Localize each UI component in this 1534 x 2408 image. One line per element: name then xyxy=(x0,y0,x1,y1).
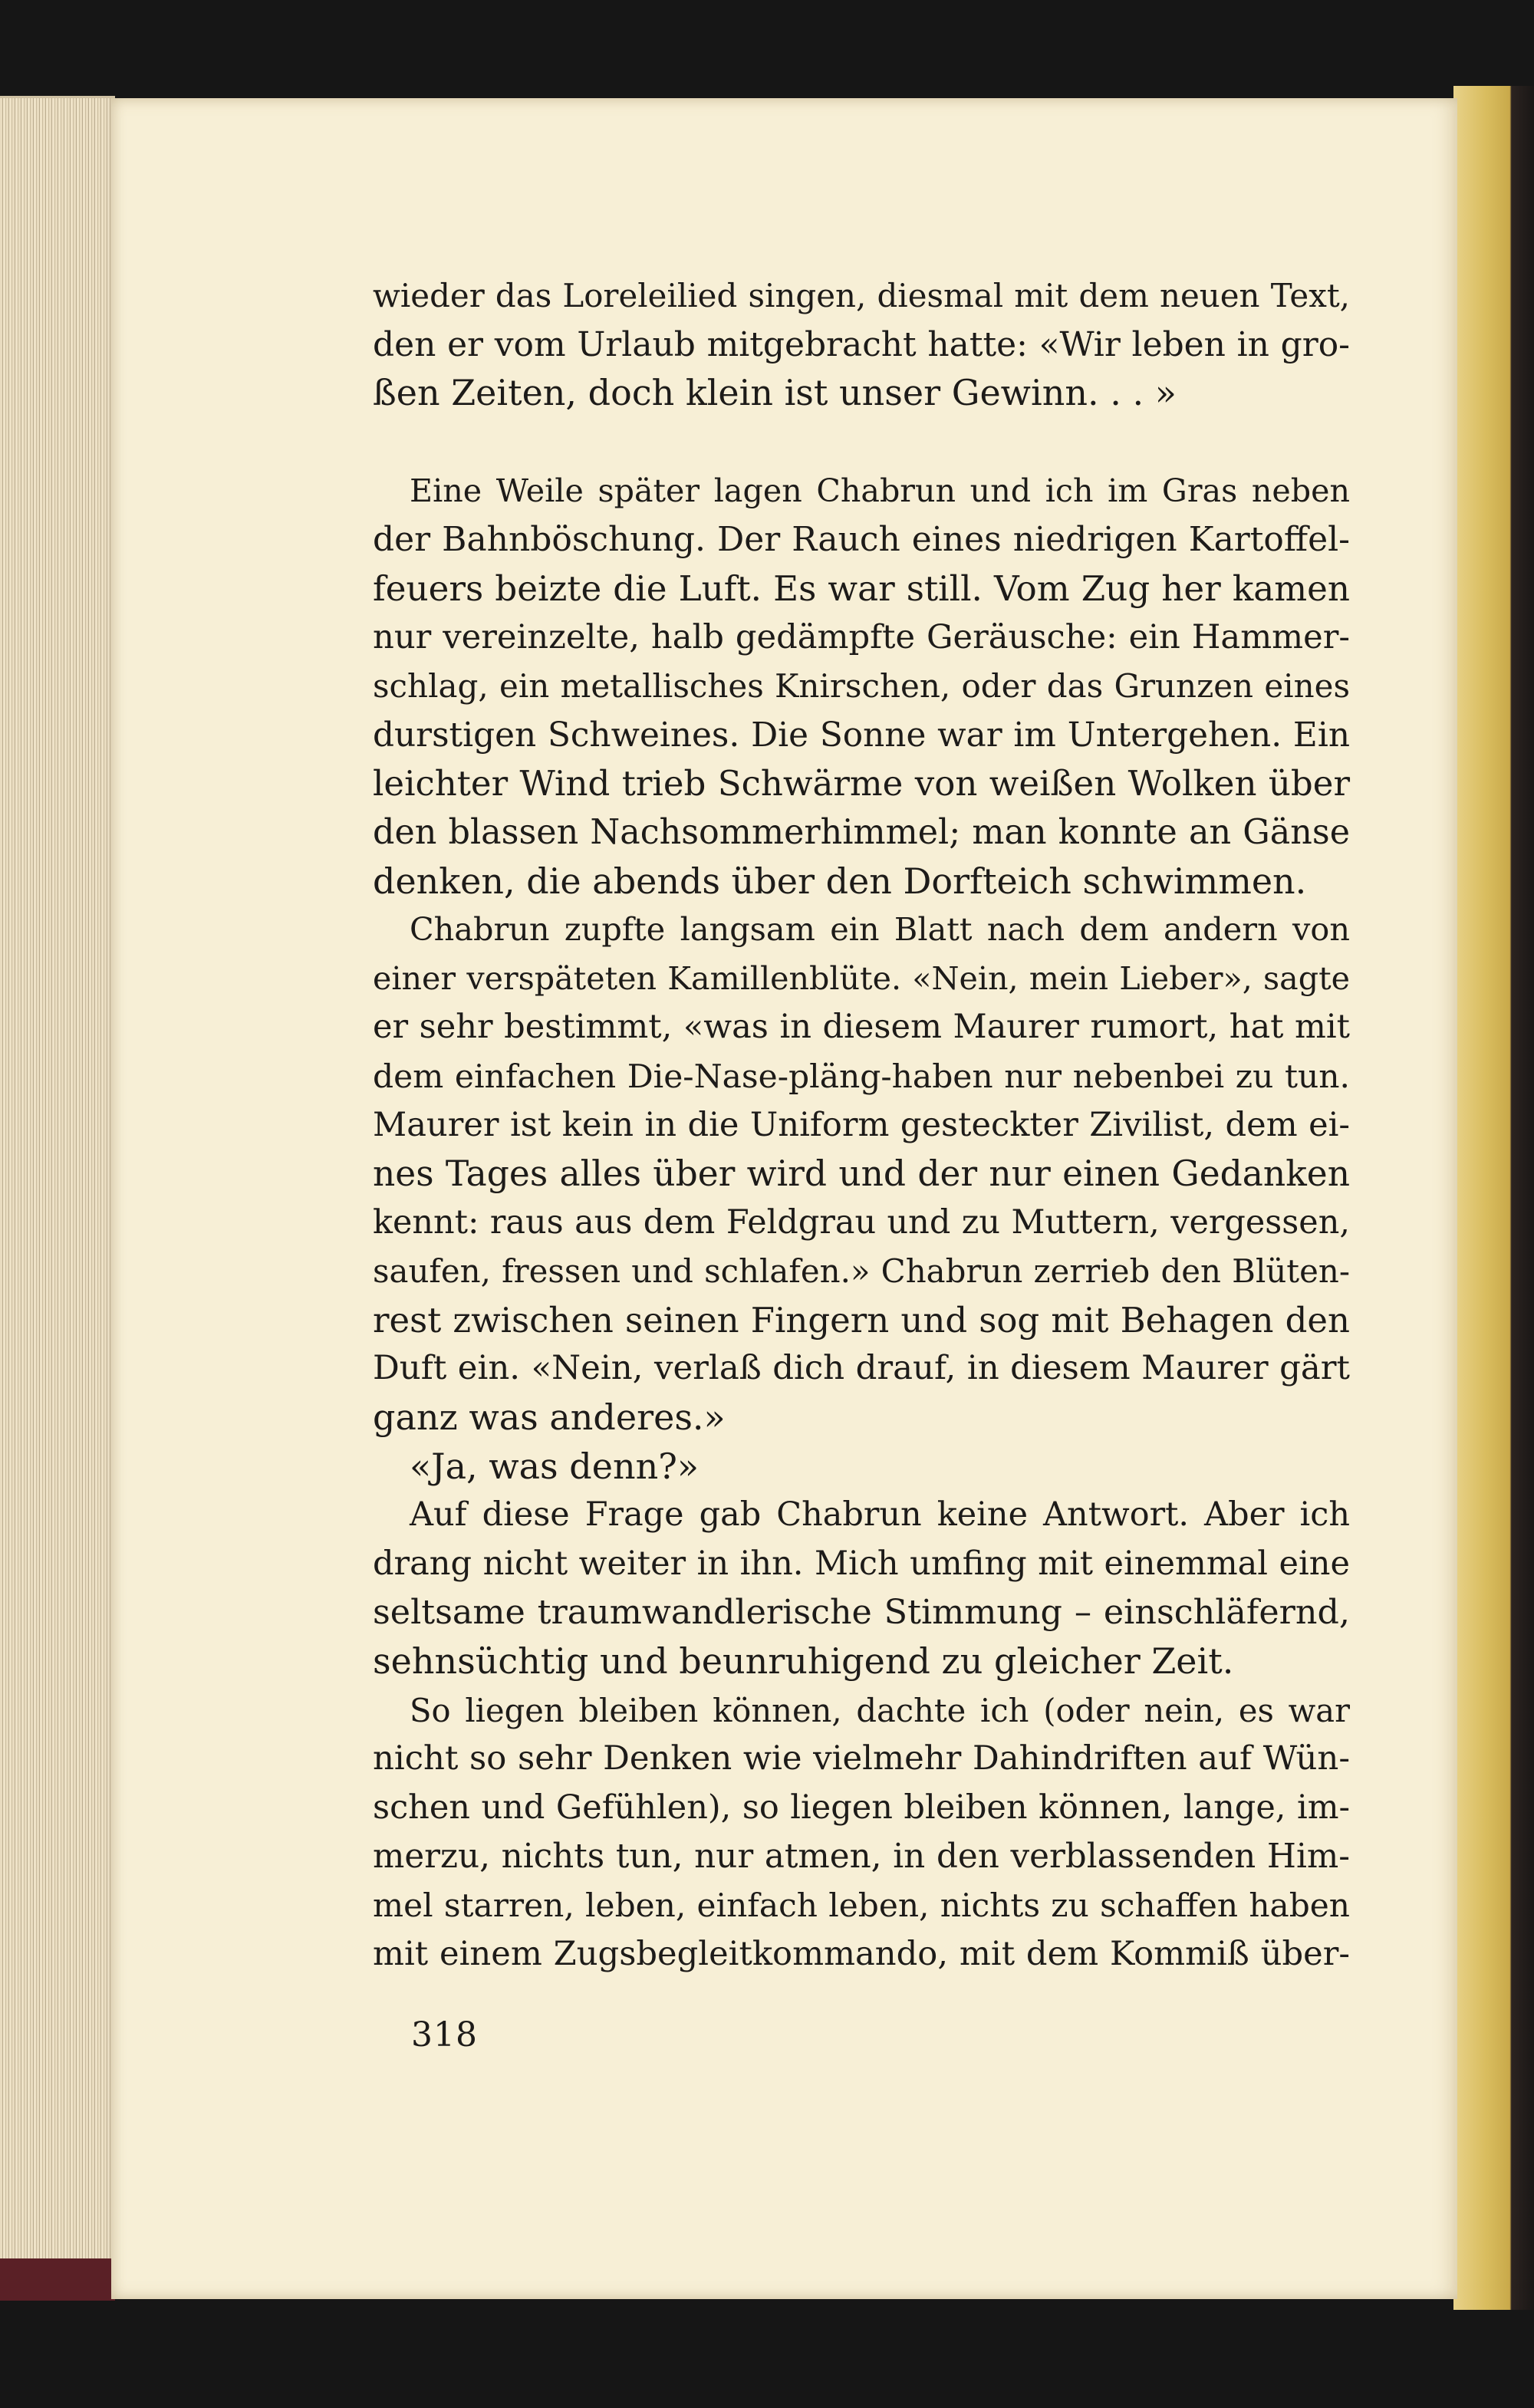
text-line: den blassen Nachsommerhimmel; man konnte an Gänse xyxy=(373,812,1350,852)
text-line: rest zwischen seinen Fingern und sog mit Behagen den xyxy=(373,1299,1350,1341)
text-line: feuers beizte die Luft. Es war still. Vom Zug her kamen xyxy=(373,567,1350,609)
text-line: So liegen bleiben können, dachte ich (oder nein, es war xyxy=(410,1691,1350,1729)
text-line: sehnsüchtig und beunruhigend zu gleicher Zeit. xyxy=(373,1640,1234,1683)
text-line: schlag, ein metallisches Knirschen, oder das Grunzen eines xyxy=(373,667,1350,706)
page-number: 318 xyxy=(411,2015,478,2054)
paragraph xyxy=(373,1686,1350,1979)
text-line: dem einfachen Die-Nase-pläng-haben nur nebenbei zu tun. xyxy=(373,1057,1350,1095)
paragraph xyxy=(373,271,1350,418)
text-line: nur vereinzelte, halb gedämpfte Geräusche: ein Hammer- xyxy=(373,617,1350,656)
body-text xyxy=(373,271,1350,1979)
text-line: «Ja, was denn?» xyxy=(410,1445,700,1487)
text-line: der Bahnböschung. Der Rauch eines niedrigen Kartoffel- xyxy=(373,520,1350,560)
text-line: Chabrun zupfte langsam ein Blatt nach dem andern von xyxy=(410,911,1350,949)
text-line: Eine Weile später lagen Chabrun und ich im Gras neben xyxy=(410,472,1350,509)
text-line: einer verspäteten Kamillenblüte. «Nein, mein Lieber», sagte xyxy=(373,959,1350,997)
text-line: seltsame traumwandlerische Stimmung – einschläfernd, xyxy=(373,1593,1350,1633)
paragraph xyxy=(373,1442,1350,1492)
text-line: er sehr bestimmt, «was in diesem Maurer rumort, hat mit xyxy=(373,1008,1350,1047)
text-line: saufen, fressen und schlafen.» Chabrun zerrieb den Blüten- xyxy=(373,1252,1350,1291)
text-line: leichter Wind trieb Schwärme von weißen Wolken über xyxy=(373,763,1350,804)
text-line: schen und Gefühlen), so liegen bleiben können, lange, im- xyxy=(373,1788,1350,1827)
text-line: drang nicht weiter in ihn. Mich umfing mit einemmal eine xyxy=(373,1544,1350,1583)
text-line: kennt: raus aus dem Feldgrau und zu Muttern, vergessen, xyxy=(373,1202,1350,1242)
text-line: Maurer ist kein in die Uniform gesteckter Zivilist, dem ei- xyxy=(373,1105,1350,1144)
page-edge-stack xyxy=(0,96,115,2295)
text-line: ßen Zeiten, doch klein ist unser Gewinn. . . » xyxy=(373,372,1177,414)
book-gutter xyxy=(1453,86,1534,2310)
paragraph xyxy=(373,467,1350,906)
text-line: mit einem Zugsbegleitkommando, mit dem Kommiß über- xyxy=(373,1934,1350,1973)
text-line: merzu, nichts tun, nur atmen, in den verblassenden Him- xyxy=(373,1837,1350,1877)
text-line: Duft ein. «Nein, verlaß dich drauf, in diesem Maurer gärt xyxy=(373,1349,1350,1388)
paragraph xyxy=(373,1491,1350,1686)
text-line: nes Tages alles über wird und der nur einen Gedanken xyxy=(373,1153,1350,1195)
text-line: ganz was anderes.» xyxy=(373,1396,726,1439)
text-line: wieder das Loreleilied singen, diesmal mit dem neuen Text, xyxy=(373,277,1350,314)
text-line: Auf diese Frage gab Chabrun keine Antwort. Aber ich xyxy=(410,1495,1350,1535)
text-line: mel starren, leben, einfach leben, nichts zu schaffen haben xyxy=(373,1887,1350,1924)
text-line: nicht so sehr Denken wie vielmehr Dahindriften auf Wün- xyxy=(373,1739,1350,1778)
text-line: durstigen Schweines. Die Sonne war im Untergehen. Ein xyxy=(373,715,1350,755)
book-binding xyxy=(0,2258,115,2301)
text-line: denken, die abends über den Dorfteich schwimmen. xyxy=(373,860,1307,902)
text-line: den er vom Urlaub mitgebracht hatte: «Wir leben in gro- xyxy=(373,324,1350,364)
paragraph xyxy=(373,906,1350,1442)
